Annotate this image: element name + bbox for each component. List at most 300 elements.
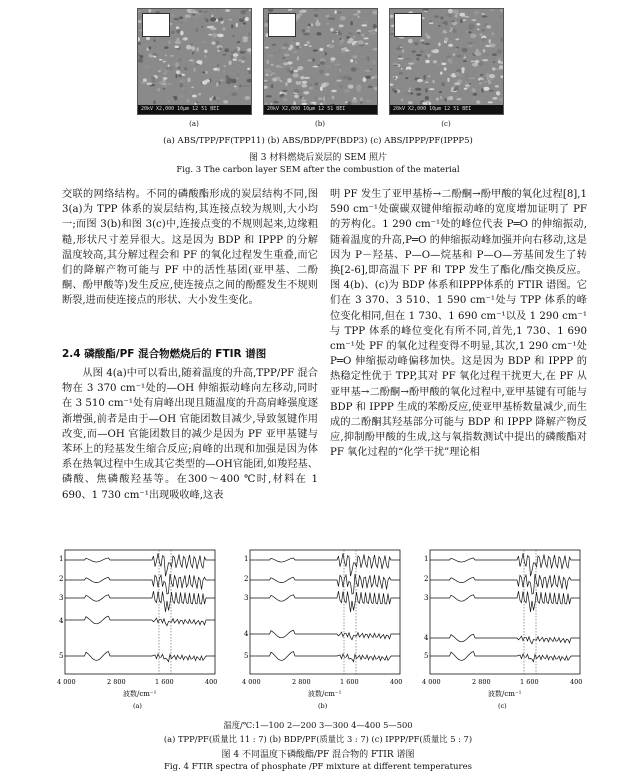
sem-grain (229, 61, 232, 65)
sem-grain (170, 20, 173, 22)
sem-grain (339, 85, 342, 88)
sem-grain (313, 49, 318, 51)
sem-grain (287, 78, 292, 83)
tick-label: 2 800 (292, 678, 311, 686)
sem-grain (445, 28, 451, 31)
sem-grain (208, 34, 212, 36)
spectrum-curve (430, 553, 580, 576)
sem-grain (196, 47, 199, 51)
sem-grain (220, 79, 223, 81)
sem-grain (394, 62, 397, 64)
sem-grain (500, 9, 503, 12)
sem-grain (340, 16, 346, 20)
sem-grain (465, 82, 468, 84)
sem-grain (204, 55, 207, 58)
sem-grain (163, 77, 168, 80)
sem-grain (416, 58, 419, 61)
sem-grain (496, 91, 500, 95)
sem-grain (468, 31, 472, 33)
sem-grain (192, 62, 195, 64)
sem-grain (216, 100, 221, 103)
sem-grain (480, 74, 483, 76)
sem-grain (296, 42, 300, 46)
sem-grain (170, 55, 173, 57)
sem-grain (202, 41, 207, 43)
sem-grain (476, 49, 479, 53)
tick-label: 1 600 (520, 678, 539, 686)
sem-grain (267, 60, 270, 64)
sem-grain (144, 65, 150, 70)
sem-grain (199, 10, 202, 13)
sem-grain (455, 72, 460, 76)
sem-grain (180, 83, 183, 88)
sem-grain (227, 78, 229, 82)
sem-grain (414, 42, 418, 46)
curve-label: 5 (244, 652, 249, 660)
curve-label: 2 (59, 575, 64, 583)
spectrum-curve (250, 591, 400, 612)
sem-grain (244, 85, 250, 87)
sem-grain (265, 69, 271, 73)
tick-label: 4 000 (422, 678, 441, 686)
sem-grain (304, 77, 310, 79)
sem-grain (405, 91, 411, 95)
panel-frame (250, 550, 400, 674)
sem-grain (314, 82, 318, 85)
sem-grain (374, 87, 377, 91)
sem-grain (153, 56, 156, 58)
sem-grain (210, 28, 216, 31)
sem-grain (334, 10, 336, 14)
sem-grain (499, 15, 503, 18)
sem-grain (239, 18, 244, 22)
sem-grain (488, 101, 493, 103)
sem-grain (236, 23, 238, 27)
sem-grain (241, 10, 247, 15)
sem-grain (180, 80, 185, 83)
sem-grain (420, 50, 423, 52)
sem-grain (406, 69, 411, 72)
sem-grain (176, 70, 181, 74)
sem-grain (425, 60, 429, 63)
sem-grain (353, 41, 357, 43)
sem-grain (346, 74, 350, 76)
sem-grain (191, 87, 194, 89)
sem-grain (213, 96, 216, 100)
sem-grain (268, 81, 271, 83)
sem-grain (233, 53, 239, 56)
sem-grain (446, 14, 450, 16)
sem-grain (324, 52, 327, 56)
sem-grain (467, 45, 472, 47)
sem-grain (146, 82, 152, 85)
sem-grain (358, 40, 364, 44)
sem-grain (163, 88, 166, 90)
sem-grain (282, 57, 285, 59)
sem-grain (367, 86, 372, 88)
curve-label: 2 (424, 575, 429, 583)
sem-grain (353, 36, 356, 38)
sem-grain (318, 97, 323, 100)
x-axis-label: 波数/cm⁻¹ (123, 690, 157, 698)
sem-grain (365, 70, 371, 72)
sem-grain (325, 15, 330, 18)
sem-grain (450, 62, 454, 64)
sem-grain (313, 9, 317, 11)
sem-grain (302, 29, 306, 33)
sem-grain (183, 37, 188, 40)
sem-grain (489, 74, 495, 78)
sem-grain (495, 85, 499, 87)
sem-grain (484, 81, 486, 83)
sem-grain (231, 55, 234, 59)
sem-grain (196, 101, 199, 103)
sem-grain (330, 28, 334, 32)
sem-grain (204, 11, 209, 13)
sem-grain (293, 73, 299, 77)
sem-grain (279, 80, 282, 82)
sem-grain (348, 32, 353, 35)
curve-label: 5 (59, 652, 64, 660)
sem-grain (284, 54, 289, 57)
sem-grain (314, 87, 319, 89)
sem-grain (294, 89, 300, 93)
sem-grain (425, 96, 429, 100)
sem-grain (189, 91, 191, 94)
panel-frame (65, 550, 215, 674)
sem-grain (459, 13, 465, 17)
sem-grain (243, 22, 246, 24)
sem-scale-bar: 20kV X2,000 10μm 12 51 BEI (138, 105, 251, 114)
sem-grain (398, 58, 404, 60)
sem-grain (353, 55, 358, 58)
sem-grain (222, 27, 226, 31)
sem-grain (447, 78, 450, 82)
sem-grain (169, 67, 173, 70)
sem-grain (302, 97, 304, 99)
sem-grain (492, 53, 497, 56)
spectrum-curve (430, 652, 580, 662)
sem-grain (417, 79, 423, 82)
sem-grain (324, 101, 326, 104)
sem-grain (425, 52, 427, 55)
section-heading: 2.4 磷酸酯/PF 混合物燃烧后的 FTIR 谱图 (62, 348, 267, 360)
sem-grain (288, 47, 291, 50)
sem-grain (400, 46, 402, 48)
curve-label: 1 (59, 555, 64, 563)
sem-grain (440, 96, 442, 99)
sem-grain (438, 25, 441, 27)
sem-grain (416, 93, 421, 96)
sem-grain (283, 98, 287, 101)
sem-grain (402, 49, 404, 53)
x-axis-label: 波数/cm⁻¹ (308, 690, 342, 698)
sem-grain (480, 80, 483, 82)
sem-grain (366, 100, 371, 102)
sem-grain (444, 37, 448, 41)
sem-grain (300, 96, 303, 99)
sem-grain (375, 29, 377, 32)
sem-grain (205, 17, 207, 21)
sem-grain (298, 35, 302, 37)
sem-grain (326, 23, 329, 25)
sem-grain (483, 49, 485, 53)
sem-grain (179, 58, 182, 61)
sem-grain (297, 80, 300, 82)
sem-grain (355, 61, 357, 64)
sem-grain (297, 56, 299, 61)
sem-grain (356, 85, 361, 90)
sem-grain (363, 55, 365, 58)
spectrum-curve (65, 591, 215, 612)
sem-grain (234, 86, 236, 88)
sem-grain (457, 98, 462, 100)
sem-grain (393, 65, 399, 67)
sem-grain (176, 26, 179, 29)
sem-grain (363, 77, 367, 82)
sem-grain (216, 97, 220, 99)
sem-grain (472, 44, 477, 46)
panel-frame (430, 550, 580, 674)
sem-grain (394, 76, 396, 79)
sem-grain (482, 13, 485, 15)
sem-grain (489, 90, 494, 92)
sem-image-c (389, 8, 504, 115)
sem-grain (204, 50, 208, 53)
sem-grain (307, 84, 312, 86)
sem-grain (349, 46, 352, 50)
sem-grain (493, 61, 496, 63)
tick-label: 1 600 (155, 678, 174, 686)
left-para2 (62, 366, 318, 503)
sem-grain (440, 16, 443, 19)
sem-grain (306, 30, 311, 32)
sem-grain (468, 24, 474, 29)
sem-grain (174, 96, 178, 101)
sem-grain (348, 77, 352, 81)
sem-grain (269, 56, 271, 58)
sem-grain (172, 14, 174, 17)
sem-grain (471, 19, 476, 21)
sem-grain (314, 14, 318, 17)
sem-grain (452, 29, 456, 33)
sem-grain (408, 39, 413, 43)
tick-label: 2 800 (472, 678, 491, 686)
sem-grain (465, 74, 467, 78)
sem-grain (404, 58, 410, 60)
sem-grain (289, 38, 292, 40)
sem-grain (196, 63, 199, 66)
sem-grain (331, 90, 337, 93)
sem-grain (185, 15, 191, 18)
sem-grain (309, 45, 312, 47)
sem-grain (293, 51, 297, 54)
curve-label: 3 (59, 594, 64, 602)
sem-grain (138, 59, 143, 63)
sem-grain (443, 30, 446, 34)
sem-grain (164, 85, 167, 88)
sem-grain (425, 88, 427, 93)
sem-grain (147, 48, 149, 51)
sem-grain (282, 90, 287, 92)
sem-grain (474, 60, 479, 64)
paragraph: 交联的网络结构。不同的磷酸酯形成的炭层结构不同,图 3(a)为 TPP 体系的炭层结构,其连接点较为规则,大小均一;而图 3(b)和图 3(c)中,连接点变的不规则起来,边缘粗糙,形状尺寸差异很大。这是因为 BDP 和 IPPP 的分解温度较高,其分解过程会和 PF 的氧化过程发生重叠,而它们的降解产物可能与 PF 中的活性基团(亚甲基、二酚酮、酚甲酸等)发生反应,使连接点之间的酚醛发生不规则断裂,进而使连接点的形状、大小发生变化。 (62, 189, 318, 307)
tick-label: 400 (570, 678, 583, 686)
sem-grain (153, 100, 155, 104)
sem-grain (213, 60, 216, 62)
sem-grain (462, 70, 465, 74)
sem-grain (170, 23, 173, 26)
sem-grain (497, 49, 503, 53)
sem-grain (310, 102, 316, 104)
tick-label: 400 (205, 678, 218, 686)
sem-grain (357, 32, 360, 35)
curve-label: 4 (244, 630, 249, 638)
sem-grain (491, 32, 494, 35)
sem-grain (323, 97, 325, 102)
sem-grain (271, 44, 276, 46)
sem-grain (148, 47, 151, 50)
sem-grain (272, 78, 277, 82)
sem-grain (471, 88, 475, 92)
sem-grain (486, 73, 490, 78)
sem-grain (442, 21, 446, 24)
sem-grain (271, 64, 274, 66)
sem-grain (361, 24, 367, 26)
sem-grain (237, 41, 240, 43)
sem-grain (211, 9, 213, 11)
sem-grain (296, 15, 301, 19)
sem-grain (463, 19, 466, 21)
sem-grain (338, 31, 341, 35)
sem-grain (168, 40, 171, 44)
sem-grain (472, 71, 476, 73)
sem-grain (154, 9, 159, 10)
sem-grain (191, 46, 195, 51)
spectrum-curve (250, 630, 400, 640)
sem-grain (479, 83, 482, 85)
sem-grain (371, 77, 375, 79)
sem-grain (448, 9, 453, 14)
fig3-caption-cn: 图 3 材料燃烧后炭层的 SEM 照片 (248, 153, 388, 163)
sem-grain (464, 88, 467, 90)
sem-grain (294, 70, 298, 73)
sem-grain (425, 82, 429, 84)
sem-grain (235, 72, 240, 77)
sem-grain (176, 23, 182, 26)
spectra (65, 553, 215, 661)
sem-grain (471, 61, 475, 63)
sem-label-c: (c) (441, 120, 451, 128)
sem-inset-hex (394, 13, 422, 37)
sem-grain (370, 31, 376, 36)
sem-grain (151, 76, 156, 81)
sem-grain (217, 64, 219, 66)
tick-label: 4 000 (57, 678, 76, 686)
sem-grain (210, 97, 212, 101)
sem-grain (186, 45, 192, 50)
sem-grain (474, 11, 480, 15)
sem-grain (175, 40, 181, 44)
panel-label: (c) (498, 702, 507, 710)
sem-grain (223, 100, 228, 103)
sem-grain (408, 62, 414, 64)
sem-grain (222, 54, 226, 56)
sem-grain (436, 98, 439, 101)
sem-grain (285, 82, 288, 86)
sem-grain (231, 51, 235, 53)
sem-grain (299, 90, 302, 92)
sem-grain (216, 9, 219, 11)
sem-grain (167, 100, 171, 102)
sem-grain (212, 33, 218, 37)
sem-grain (247, 48, 251, 51)
sem-grain (205, 71, 207, 74)
sem-grain (320, 61, 325, 65)
spectrum-curve (250, 553, 400, 576)
sem-grain (373, 24, 377, 28)
sem-grain (298, 66, 304, 70)
sem-grain (452, 10, 458, 14)
sem-grain (168, 9, 172, 11)
sem-grain (152, 80, 156, 82)
fig4-legend-ratio: (a) TPP/PF(质量比 11 : 7) (b) BDP/PF(质量比 3 : 7) (c) IPPP/PF(质量比 5 : 7) (163, 734, 473, 744)
sem-grain (192, 95, 197, 98)
sem-grain (273, 99, 276, 101)
sem-grain (422, 17, 425, 19)
sem-grain (425, 43, 431, 45)
sem-grain (175, 63, 178, 67)
sem-grain (179, 94, 184, 98)
sem-grain (223, 71, 226, 73)
sem-grain (432, 80, 434, 83)
sem-grain (336, 80, 341, 82)
sem-grain (425, 33, 428, 37)
curve-label: 3 (424, 594, 429, 602)
sem-grain (500, 75, 503, 78)
sem-grain (449, 41, 453, 43)
sem-grain (346, 36, 349, 39)
sem-grain (330, 57, 335, 60)
sem-grain (277, 49, 282, 54)
sem-grain (183, 18, 188, 22)
sem-grain (319, 70, 324, 74)
sem-grain (249, 70, 251, 74)
sem-grain (240, 51, 246, 54)
sem-grain (268, 9, 273, 12)
sem-grain (328, 45, 334, 49)
sem-grain (416, 54, 422, 56)
sem-grain (399, 72, 404, 75)
sem-grain (451, 21, 455, 23)
curve-label: 5 (424, 652, 429, 660)
sem-scale-bar: 20kV X2,000 10μm 12 51 BEI (264, 105, 377, 114)
fig4-legend-temps: 温度/℃:1—100 2—200 3—300 4—400 5—500 (223, 720, 413, 730)
sem-grain (408, 101, 413, 104)
sem-grain (180, 31, 183, 36)
sem-grain (315, 22, 320, 26)
sem-grain (247, 68, 250, 70)
sem-grain (331, 93, 334, 96)
sem-grain (332, 32, 338, 34)
sem-grain (138, 37, 140, 41)
sem-grain (301, 100, 307, 102)
tick-label: 4 000 (242, 678, 261, 686)
sem-grain (201, 26, 203, 28)
sem-scale-bar: 20kV X2,000 10μm 12 51 BEI (390, 105, 503, 114)
sem-grain (357, 10, 361, 13)
sem-grain (213, 68, 218, 71)
